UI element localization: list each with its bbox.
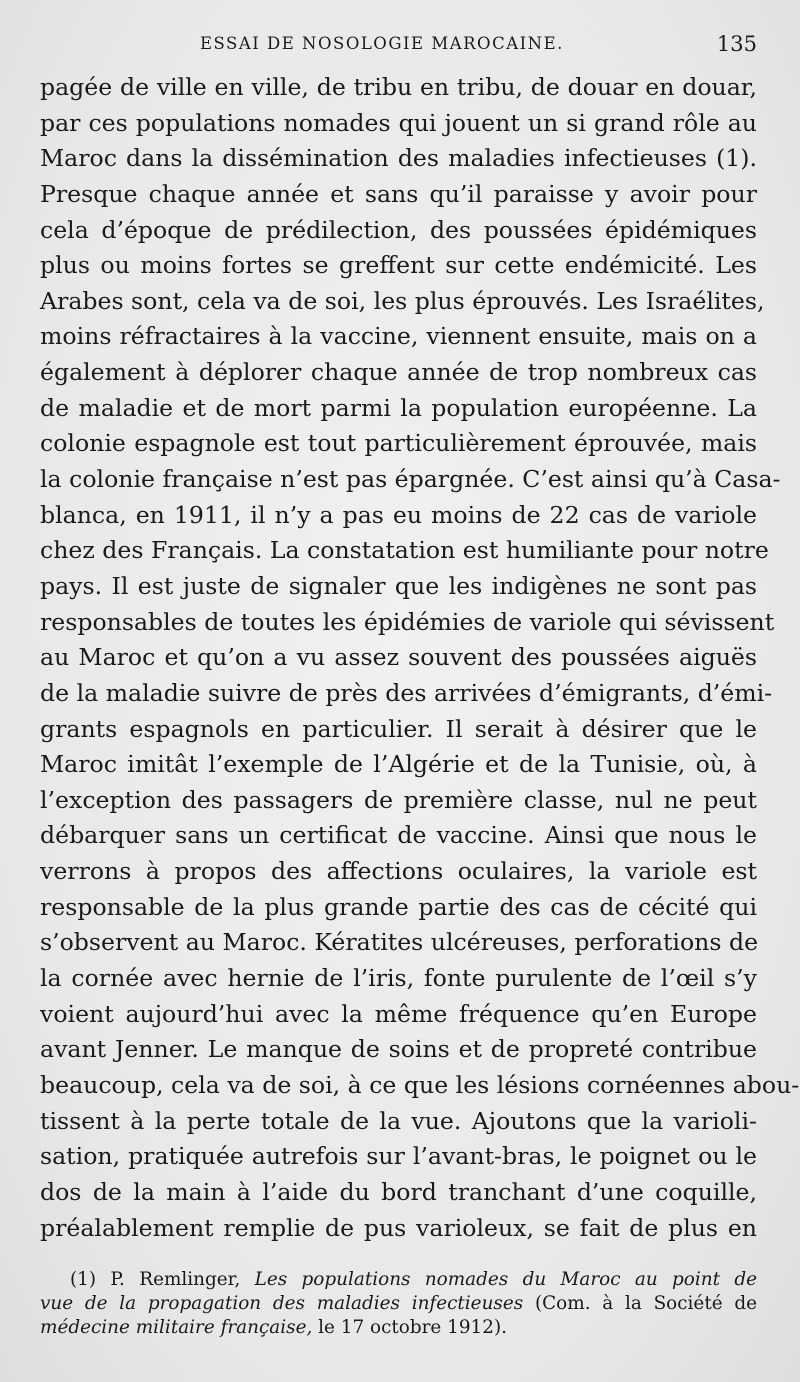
- text-line: moins réfractaires à la vaccine, viennent ensuite, mais on a: [40, 322, 757, 351]
- text-line: voient aujourd’hui avec la même fréquence qu’en Europe: [40, 999, 757, 1028]
- footnote-line: [40, 1316, 757, 1340]
- text-line: Arabes sont, cela va de soi, les plus éprouvés. Les Israélites,: [40, 286, 765, 315]
- text-line: colonie espagnole est tout particulièrement éprouvée, mais: [40, 429, 757, 458]
- text-line: responsables de toutes les épidémies de variole qui sévissent: [40, 607, 775, 636]
- text-line: s’observent au Maroc. Kératites ulcéreuses, perforations de: [40, 928, 759, 957]
- text-line: par ces populations nomades qui jouent un si grand rôle au: [40, 108, 757, 137]
- text-line: tissent à la perte totale de la vue. Ajoutons que la varioli-: [40, 1106, 757, 1135]
- text-line: beaucoup, cela va de soi, à ce que les lésions cornéennes abou-: [40, 1070, 800, 1099]
- text-line: chez des Français. La constatation est humiliante pour notre: [40, 536, 769, 565]
- page-number: 135: [716, 32, 757, 56]
- text-line: au Maroc et qu’on a vu assez souvent des poussées aiguës: [40, 643, 757, 672]
- text-line: Presque chaque année et sans qu’il paraisse y avoir pour: [40, 179, 757, 208]
- text-line: sation, pratiquée autrefois sur l’avant-bras, le poignet ou le: [40, 1142, 757, 1171]
- text-line: Maroc imitât l’exemple de l’Algérie et de la Tunisie, où, à: [40, 750, 757, 779]
- text-line: avant Jenner. Le manque de soins et de propreté contribue: [40, 1035, 757, 1064]
- text-line: blanca, en 1911, il n’y a pas eu moins de 22 cas de variole: [40, 500, 757, 529]
- text-line: Maroc dans la dissémination des maladies infectieuses (1).: [40, 144, 757, 173]
- text-line: responsable de la plus grande partie des cas de cécité qui: [40, 892, 757, 921]
- text-line: verrons à propos des affections oculaires, la variole est: [40, 857, 757, 886]
- text-line: débarquer sans un certificat de vaccine. Ainsi que nous le: [40, 821, 757, 850]
- running-head: [40, 0, 757, 70]
- footnote-line: [40, 1268, 757, 1292]
- text-line: dos de la main à l’aide du bord tranchant d’une coquille,: [40, 1177, 757, 1206]
- text-line: préalablement remplie de pus varioleux, se fait de plus en: [40, 1213, 757, 1242]
- text-line: plus ou moins fortes se greffent sur cette endémicité. Les: [40, 251, 757, 280]
- footnote-title: Les populations nomades du Maroc au point de: [254, 1269, 757, 1290]
- text-line: cela d’époque de prédilection, des poussées épidémiques: [40, 215, 757, 244]
- text-line: également à déplorer chaque année de trop nombreux cas: [40, 358, 757, 387]
- text-line: la colonie française n’est pas épargnée. C’est ainsi qu’à Casa-: [40, 465, 781, 494]
- footnote-source: (Com. à la Société de: [534, 1293, 757, 1314]
- text-line: grants espagnols en particulier. Il serait à désirer que le: [40, 714, 757, 743]
- footnote-marker-author: (1) P. Remlinger,: [70, 1269, 241, 1290]
- footnote-title: vue de la propagation des maladies infectieuses: [40, 1293, 524, 1314]
- body-text: [40, 70, 800, 1246]
- text-line: de maladie et de mort parmi la population européenne. La: [40, 393, 757, 422]
- text-line: de la maladie suivre de près des arrivées d’émigrants, d’émi-: [40, 678, 773, 707]
- text-line: l’exception des passagers de première classe, nul ne peut: [40, 785, 757, 814]
- text-line: pays. Il est juste de signaler que les indigènes ne sont pas: [40, 571, 757, 600]
- text-line: la cornée avec hernie de l’iris, fonte purulente de l’œil s’y: [40, 964, 757, 993]
- footnote-source: médecine militaire française,: [40, 1317, 313, 1338]
- footnote-line: [40, 1292, 757, 1316]
- footnote-date: le 17 octobre 1912).: [318, 1317, 507, 1338]
- text-line: pagée de ville en ville, de tribu en tribu, de douar en douar,: [40, 73, 757, 101]
- running-title: ESSAI DE NOSOLOGIE MAROCAINE.: [200, 34, 564, 53]
- footnote: [40, 1268, 757, 1340]
